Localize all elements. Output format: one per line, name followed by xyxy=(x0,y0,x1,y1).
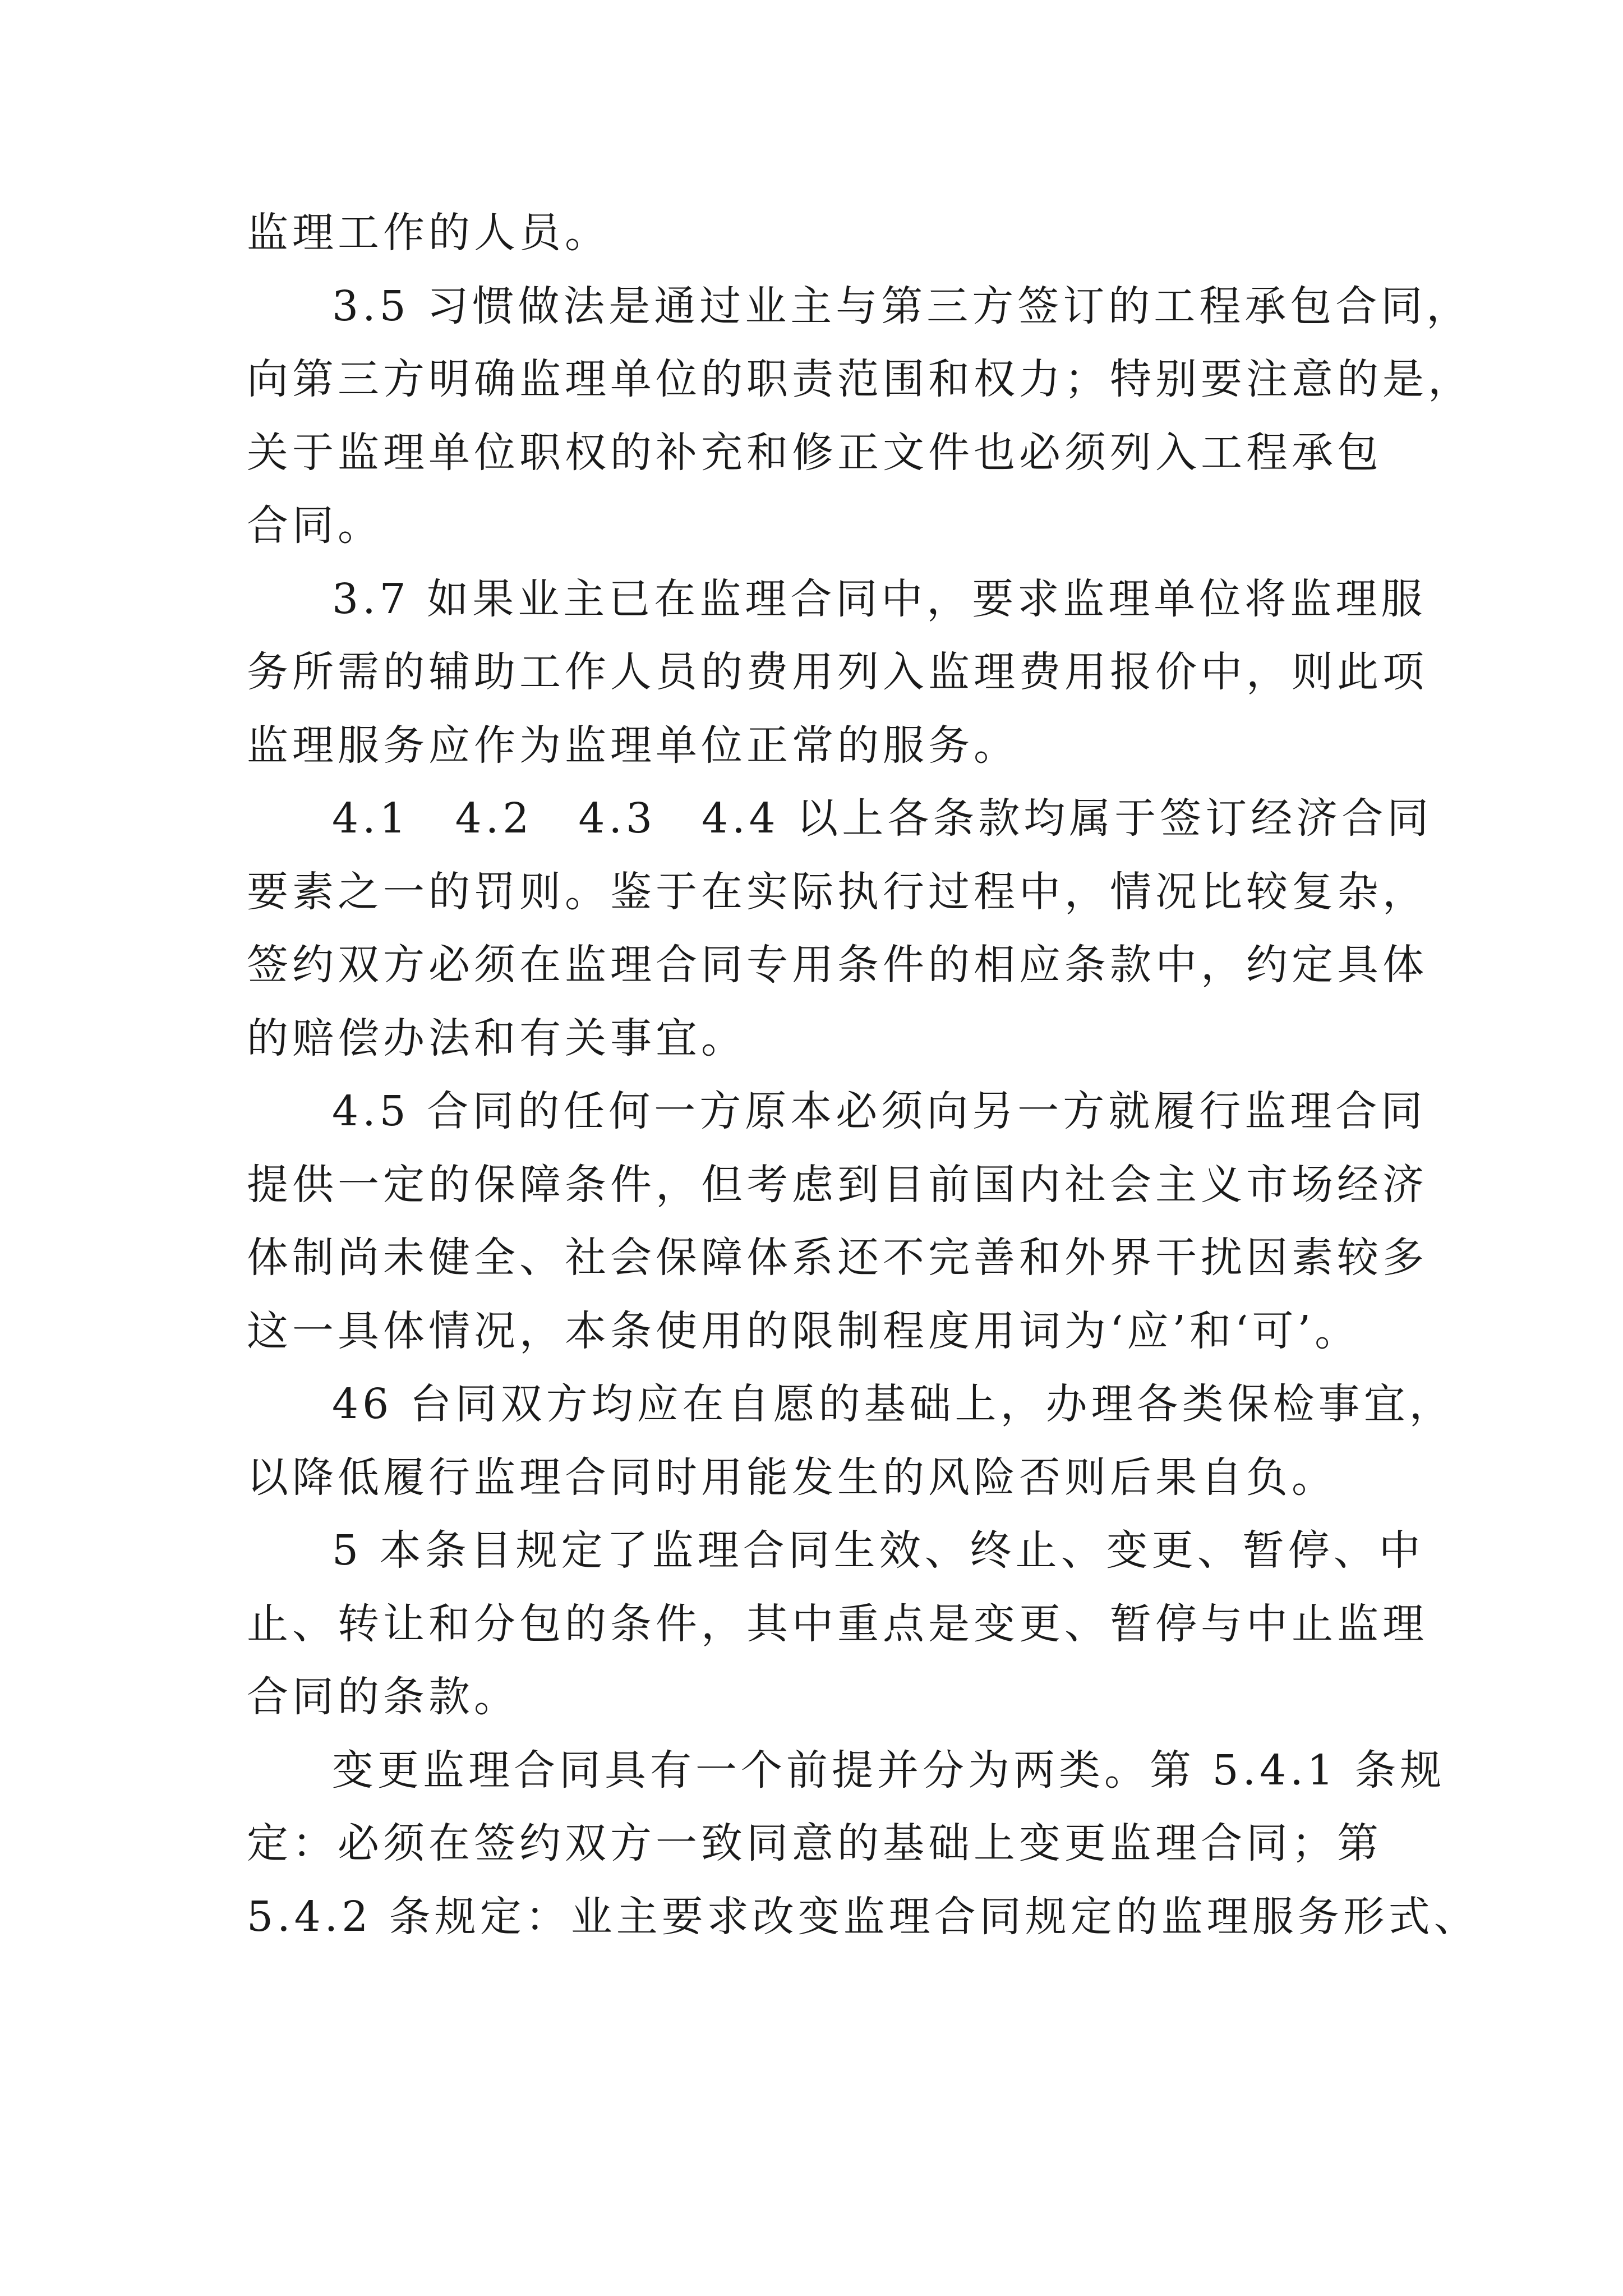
text-line: 定：必须在签约双方一致同意的基础上变更监理合同；第 xyxy=(247,1819,1382,1867)
text-line: 止、转让和分包的条件，其中重点是变更、暂停与中止监理 xyxy=(247,1599,1428,1648)
text-line: 要素之一的罚则。鉴于在实际执行过程中，情况比较复杂， xyxy=(247,867,1428,916)
text-line: 合同。 xyxy=(247,501,383,550)
document-body xyxy=(247,196,1479,1953)
text-line: 46 台同双方均应在自愿的基础上，办理各类保检事宜， xyxy=(332,1380,1455,1428)
text-line: 务所需的辅助工作人员的费用列入监理费用报价中，则此项 xyxy=(247,648,1428,696)
text-line: 监理服务应作为监理单位正常的服务。 xyxy=(247,721,1019,770)
text-line: 变更监理合同具有一个前提并分为两类。第 5.4.1 条规 xyxy=(332,1746,1446,1795)
text-line: 3.5 习惯做法是通过业主与第三方签订的工程承包合同， xyxy=(332,282,1472,330)
text-line: 4.1 4.2 4.3 4.4 以上各条款均属于签订经济合同 xyxy=(332,794,1433,843)
text-line: 5.4.2 条规定：业主要求改变监理合同规定的监理服务形式、 xyxy=(247,1892,1479,1941)
text-line: 体制尚未健全、社会保障体系还不完善和外界干扰因素较多 xyxy=(247,1234,1428,1282)
text-line: 提供一定的保障条件，但考虑到目前国内社会主义市场经济 xyxy=(247,1160,1428,1209)
text-line: 4.5 合同的任何一方原本必须向另一方就履行监理合同 xyxy=(332,1087,1427,1135)
text-line: 这一具体情况，本条使用的限制程度用词为‘应’和‘可’。 xyxy=(247,1306,1361,1355)
text-line: 签约双方必须在监理合同专用条件的相应条款中，约定具体 xyxy=(247,941,1428,989)
text-line: 以降低履行监理合同时用能发生的风险否则后果自负。 xyxy=(247,1453,1337,1502)
text-line: 3.7 如果业主已在监理合同中，要求监理单位将监理服 xyxy=(332,574,1427,623)
text-line: 关于监理单位职权的补充和修正文件也必须列入工程承包 xyxy=(247,428,1382,477)
text-line: 向第三方明确监理单位的职责范围和权力；特别要注意的是， xyxy=(247,355,1473,403)
text-line: 的赔偿办法和有关事宜。 xyxy=(247,1014,746,1062)
text-line: 合同的条款。 xyxy=(247,1673,519,1721)
text-line: 5 本条目规定了监理合同生效、终止、变更、暂停、中 xyxy=(332,1526,1424,1575)
text-line: 监理工作的人员。 xyxy=(247,209,610,257)
